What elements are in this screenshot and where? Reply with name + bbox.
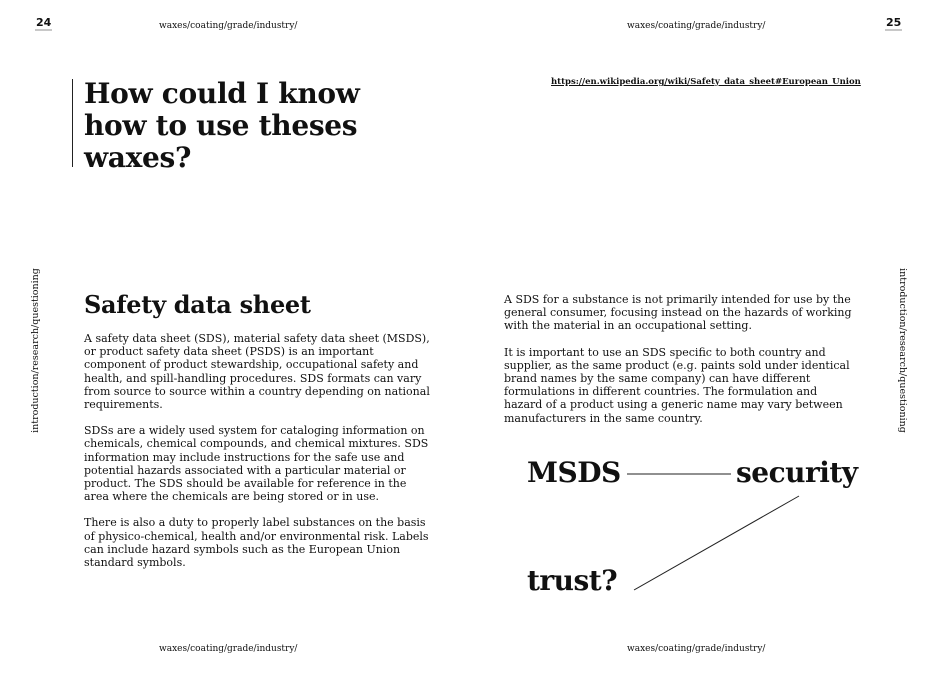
running-head-right: waxes/coating/grade/industry/ xyxy=(627,21,766,31)
source-link[interactable]: https://en.wikipedia.org/wiki/Safety_data_sheet#European_Union xyxy=(551,77,861,87)
body-paragraph: It is important to use an SDS specific to both country and supplier, as the same product (e.g. paints sold under identical brand names by the same company) can have different formulations in different countries. The formulation and hazard of a product using a generic name may vary between manufacturers in the same country. xyxy=(504,345,850,425)
side-label-right: introduction/research/questioning xyxy=(896,268,908,433)
diagram-word-trust: trust? xyxy=(527,564,618,597)
side-label-left: introduction/research/questioning xyxy=(29,268,41,433)
diagram-word-msds: MSDS xyxy=(527,456,621,489)
page-headline: How could I know how to use theses waxes? xyxy=(84,77,360,174)
connector-security-trust xyxy=(634,496,799,590)
body-paragraph: A safety data sheet (SDS), material safety data sheet (MSDS), or product safety data sheet (PSDS) is an important component of product stewardship, occupational safety and health, and spill-handling procedures. SDS formats can vary from source to source within a country depending on national requirements. xyxy=(84,332,430,412)
body-paragraph: There is also a duty to properly label substances on the basis of physico-chemical, health and/or environmental risk. Labels can include hazard symbols such as the European Union standard symbols. xyxy=(84,516,429,570)
page-number-right: 25 xyxy=(886,16,902,29)
running-foot-left: waxes/coating/grade/industry/ xyxy=(159,644,298,654)
running-head-left: waxes/coating/grade/industry/ xyxy=(159,21,298,31)
running-foot-right: waxes/coating/grade/industry/ xyxy=(627,644,766,654)
body-paragraph: A SDS for a substance is not primarily intended for use by the general consumer, focusing instead on the hazards of working with the material in an occupational setting. xyxy=(504,293,852,333)
section-title: Safety data sheet xyxy=(84,290,311,319)
diagram-word-security: security xyxy=(736,456,858,489)
body-paragraph: SDSs are a widely used system for cataloging information on chemicals, chemical compounds, and chemical mixtures. SDS information may include instructions for the safe use and potential hazards associated with a particular material or product. The SDS should be available for reference in the area where the chemicals are being stored or in use. xyxy=(84,424,429,504)
page-number-left: 24 xyxy=(36,16,52,29)
